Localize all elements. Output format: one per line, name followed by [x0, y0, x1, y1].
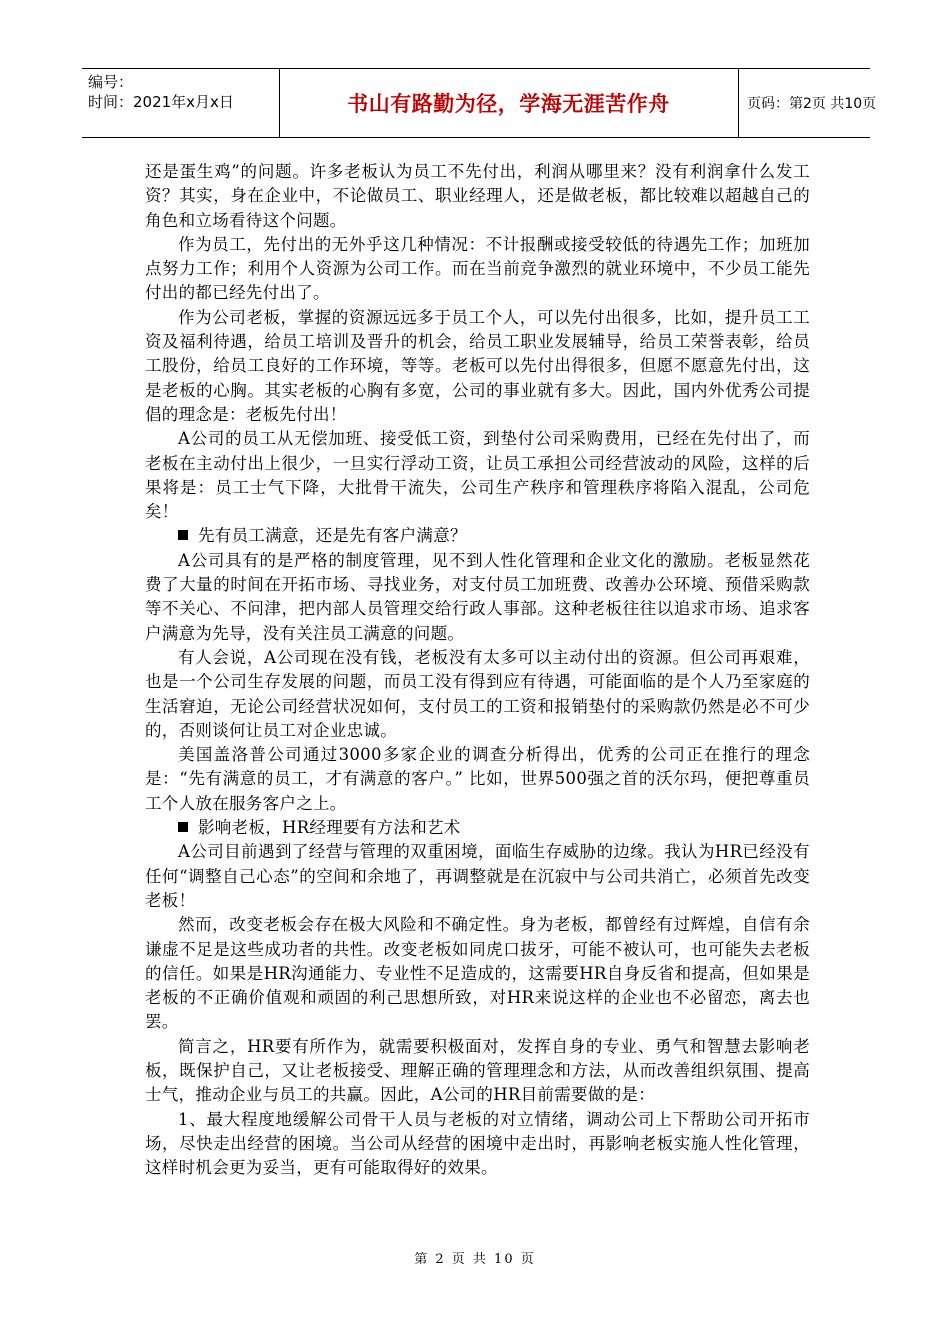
paragraph: 有人会说，A公司现在没有钱，老板没有太多可以主动付出的资源。但公司再艰难，也是一个公司生存发展的问题，而员工没有得到应有待遇，可能面临的是个人乃至家庭的生活窘迫，无论公司经营状况如何，支付员工的工资和报销垫付的采购款仍然是必不可少的，否则谈何让员工对企业忠诚。	[145, 647, 810, 740]
page-footer: 第 2 页 共 10 页	[414, 1252, 536, 1267]
document-body	[145, 160, 810, 1180]
header-page-label: 页码：第2页 共10页	[747, 96, 877, 112]
header-motto: 书山有路勤为径，学海无涯苦作舟	[279, 69, 739, 137]
section-heading	[145, 816, 810, 840]
document-time-label: 时间：2021年x月x日	[88, 93, 234, 111]
paragraph: 作为员工，先付出的无外乎这几种情况：不计报酬或接受较低的待遇先工作；加班加点努力工作；利用个人资源为公司工作。而在当前竞争激烈的就业环境中，不少员工能先付出的都已经先付出了。	[145, 234, 810, 303]
paragraph: 简言之，HR要有所作为，就需要积极面对，发挥自身的专业、勇气和智慧去影响老板，既保护自己，又让老板接受、理解正确的管理理念和方法，从而改善组织氛围、提高士气，推动企业与员工的共赢。因此，A公司的HR目前需要做的是：	[145, 1036, 810, 1105]
section-heading	[145, 524, 810, 548]
square-bullet-icon	[178, 530, 188, 540]
page-header	[82, 68, 877, 138]
paragraph: 然而，改变老板会存在极大风险和不确定性。身为老板，都曾经有过辉煌，自信有余谦虚不足是这些成功者的共性。改变老板如同虎口拔牙，可能不被认可，也可能失去老板的信任。如果是HR沟通能力、专业性不足造成的，这需要HR自身反省和提高，但如果是老板的不正确价值观和顽固的利己思想所致，对HR来说这样的企业也不必留恋，离去也罢。	[145, 915, 810, 1032]
paragraph: 作为公司老板，掌握的资源远远多于员工个人，可以先付出很多，比如，提升员工工资及福利待遇，给员工培训及晋升的机会，给员工职业发展辅导，给员工荣誉表彰，给员工股份，给员工良好的工作环境，等等。老板可以先付出得很多，但愿不愿意先付出，这是老板的心胸。其实老板的心胸有多宽，公司的事业就有多大。因此，国内外优秀公司提倡的理念是：老板先付出！	[145, 307, 810, 424]
paragraph: A公司的员工从无偿加班、接受低工资，到垫付公司采购费用，已经在先付出了，而老板在主动付出上很少，一旦实行浮动工资，让员工承担公司经营波动的风险，这样的后果将是：员工士气下降，大批骨干流失，公司生产秩序和管理秩序将陷入混乱，公司危矣！	[145, 429, 810, 522]
document-number-label: 编号：	[88, 73, 134, 91]
paragraph: 美国盖洛普公司通过3000多家企业的调查分析得出，优秀的公司正在推行的理念是：“先有满意的员工，才有满意的客户。” 比如，世界500强之首的沃尔玛，便把尊重员工个人放在服务客户之上。	[145, 745, 810, 813]
square-bullet-icon	[178, 822, 188, 832]
paragraph: 还是蛋生鸡”的问题。许多老板认为员工不先付出，利润从哪里来？没有利润拿什么发工资？其实，身在企业中，不论做员工、职业经理人，还是做老板，都比较难以超越自己的角色和立场看待这个问题。	[145, 162, 810, 230]
section-heading-text: 先有员工满意，还是先有客户满意？	[198, 526, 467, 546]
paragraph: A公司目前遇到了经营与管理的双重困境，面临生存威胁的边缘。我认为HR已经没有任何“调整自己心态”的空间和余地了，再调整就是在沉寂中与公司共消亡，必须首先改变老板！	[145, 842, 810, 910]
paragraph: 1、最大程度地缓解公司骨干人员与老板的对立情绪，调动公司上下帮助公司开拓市场，尽快走出经营的困境。当公司从经营的困境中走出时，再影响老板实施人性化管理，这样时机会更为妥当，更有可能取得好的效果。	[145, 1109, 810, 1178]
section-heading-text: 影响老板，HR经理要有方法和艺术	[198, 818, 461, 838]
paragraph: A公司具有的是严格的制度管理，见不到人性化管理和企业文化的激励。老板显然花费了大量的时间在开拓市场、寻找业务，对支付员工加班费、改善办公环境、预借采购款等不关心、不问津，把内部人员管理交给行政人事部。这种老板往往以追求市场、追求客户满意为先导，没有关注员工满意的问题。	[145, 550, 810, 643]
header-meta-cell	[82, 69, 280, 137]
